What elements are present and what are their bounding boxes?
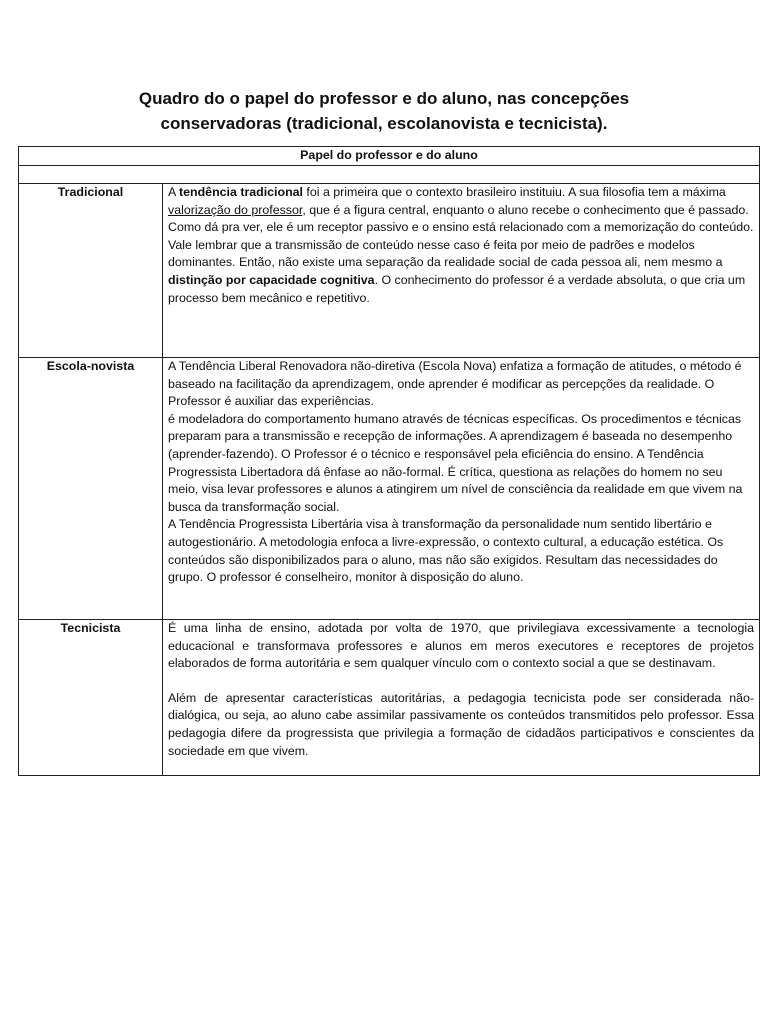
tradicional-paragraph xyxy=(168,184,754,307)
row-text-escola-novista xyxy=(163,358,760,620)
row-label-tecnicista: Tecnicista xyxy=(19,620,163,776)
title-line-1: Quadro do o papel do professor e do aluno, nas concepções xyxy=(138,89,630,108)
comparison-table xyxy=(18,146,760,776)
text-segment: , que é a figura central, enquanto o aluno recebe o conhecimento que é passado. Como dá pra ver, ele é um receptor passivo e o ensino está relacionado com a memorização do conteúdo. Vale lembrar que a transmissão de conteúdo nesse caso é feita por meio de padrões e modelos dominantes. Então, não existe uma separação da realidade social de cada pessoa ali, nem mesmo a xyxy=(168,202,754,270)
bold-term-tendencia: tendência tradicional xyxy=(179,185,303,199)
table-header: Papel do professor e do aluno xyxy=(19,147,760,166)
tecnicista-paragraph-2: Além de apresentar características autoritárias, a pedagogia tecnicista pode ser considerada não-dialógica, ou seja, ao aluno cabe assimilar passivamente os conteúdos transmitidos pelo professor. Essa pedagogia difere da progressista que privilegia a formação de cidadãos participativos e conscientes da sociedade em que vivem. xyxy=(168,690,754,758)
table-empty-row xyxy=(19,166,760,184)
table-row-tradicional xyxy=(19,184,760,358)
escola-novista-paragraph-3: A Tendência Progressista Libertária visa à transformação da personalidade num sentido libertário e autogestionário. A metodologia enfoca a livre-expressão, o contexto cultural, a educação estética. Os conteúdos são disponibilizados para o aluno, mas não são exigidos. Resultam das necessidades do grupo. O professor é conselheiro, monitor à disposição do aluno. xyxy=(168,517,724,585)
table-row-escola-novista xyxy=(19,358,760,620)
bold-term-distincao: distinção por capacidade cognitiva xyxy=(168,272,375,287)
empty-cell xyxy=(19,166,760,184)
row-text-tecnicista xyxy=(163,620,760,776)
tecnicista-paragraph-1: É uma linha de ensino, adotada por volta de 1970, que privilegiava excessivamente a tecnologia educacional e transformava professores e alunos em meros executores e receptores de projetos elaborados de forma autoritária e sem qualquer vínculo com o contexto social a que se destinavam. xyxy=(168,621,754,671)
row-label-escola-novista: Escola-novista xyxy=(19,358,163,620)
document-title xyxy=(0,86,768,136)
table-row-tecnicista xyxy=(19,620,760,776)
text-segment: A xyxy=(168,185,180,199)
escola-novista-paragraph-2: é modeladora do comportamento humano através de técnicas específicas. Os procedimentos e técnicas preparam para a transmissão e recepção de informações. A aprendizagem é baseada no desempenho (aprender-fazendo). O Professor é o técnico e responsável pela eficiência do ensino. A Tendência Progressista Libertadora dá ênfase ao não-formal. É crítica, questiona as relações do homem no seu meio, visa levar professores e alunos a atingirem um nível de consciência da realidade em que vivem na busca da transformação social. xyxy=(168,411,743,514)
text-segment: foi a primeira que o contexto brasileiro instituiu. A sua filosofia tem a máxima xyxy=(302,185,726,199)
text-segment: . O conhecimento do professor é a verdade absoluta, o que cria um processo bem mecânico e repetitivo. xyxy=(168,272,746,305)
underlined-term-valorizacao: valorização do professor xyxy=(168,202,303,217)
row-text-tradicional xyxy=(163,184,760,358)
paragraph-gap xyxy=(168,673,754,690)
escola-novista-paragraph-1: A Tendência Liberal Renovadora não-diretiva (Escola Nova) enfatiza a formação de atitudes, o método é baseado na facilitação da aprendizagem, onde aprender é modificar as percepções da realidade. O Professor é auxiliar das experiências. xyxy=(168,359,742,409)
table-header-row xyxy=(19,147,760,166)
row-label-tradicional: Tradicional xyxy=(19,184,163,358)
title-line-2: conservadoras (tradicional, escolanovista e tecnicista). xyxy=(160,114,608,133)
